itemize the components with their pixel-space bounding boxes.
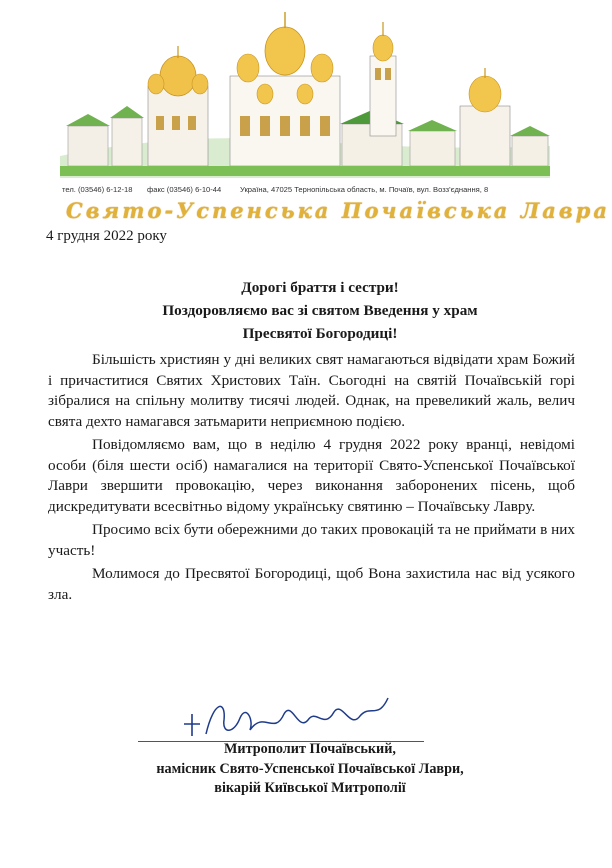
signatory-title-1: Митрополит Почаївський,: [224, 741, 396, 757]
monastery-illustration: [60, 6, 550, 186]
greeting-line-2: Поздоровляємо вас зі святом Введення у храм: [162, 302, 478, 319]
phone-number: тел. (03546) 6-12-18: [62, 185, 133, 194]
paragraph: Просимо всіх бути обережними до таких провокацій та не приймати в них участь!: [48, 521, 575, 559]
letter-body: [48, 350, 575, 608]
paragraph: Повідомляємо вам, що в неділю 4 грудня 2022 року вранці, невідомі особи (біля шести осіб) намагалися на території Свято-Успенської Почаївської Лаври звершити провокацію, через виконання заборонених пісень, щоб дискредитувати всесвітньо відому українську святиню – Почаївську Лавру.: [48, 436, 575, 515]
signatory-block: [110, 740, 510, 799]
greeting-line-1: Дорогі браття і сестри!: [241, 279, 399, 296]
greeting-heading: [40, 276, 600, 345]
postal-address: Україна, 47025 Тернопільська область, м. Почаїв, вул. Возз'єднання, 8: [240, 185, 489, 194]
paragraph: Молимося до Пресвятої Богородиці, щоб Вона захистила нас від усякого зла.: [48, 565, 575, 603]
paragraph: Більшість християн у дні великих свят намагаються відвідати храм Божий і причаститися Святих Христових Таїн. Сьогодні на святій Почаївській горі зібралися на спільну молитву тисячі людей. Однак, на превеликий жаль, велич свята дехто намагався затьмарити неприємною подією.: [48, 351, 575, 430]
greeting-line-3: Пресвятої Богородиці!: [242, 325, 398, 342]
brand-title: Свято-Успенська Почаївська Лавра: [66, 198, 610, 223]
fax-number: факс (03546) 6-10-44: [147, 185, 222, 194]
letter-date: 4 грудня 2022 року: [46, 228, 167, 244]
signatory-title-3: вікарій Київської Митрополії: [214, 780, 406, 796]
letterhead: [60, 6, 550, 192]
signatory-title-2: намісник Свято-Успенської Почаївської Лаври,: [156, 760, 464, 777]
